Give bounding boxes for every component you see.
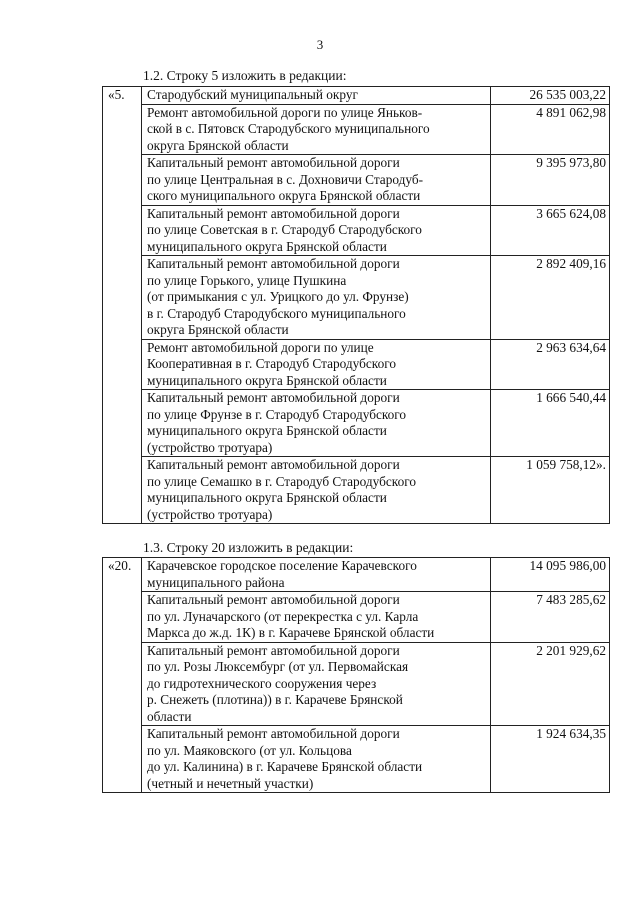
- table-row: [103, 642, 610, 726]
- table-row: [103, 390, 610, 457]
- table-row: [103, 457, 610, 524]
- item-amount: 2 892 409,16: [491, 256, 610, 340]
- item-description: Капитальный ремонт автомобильной дороги по ул. Луначарского (от перекрестка с ул. Карла Маркса до ж.д. 1К) в г. Карачеве Брянской области: [142, 592, 491, 643]
- item-description: Капитальный ремонт автомобильной дороги по улице Фрунзе в г. Стародуб Стародубского муниципального округа Брянской области (устройство тротуара): [142, 390, 491, 457]
- table-row: [103, 104, 610, 155]
- item-description: Капитальный ремонт автомобильной дороги по улице Центральная в с. Дохновичи Стародуб- ского муниципального округа Брянской области: [142, 155, 491, 206]
- item-amount: 4 891 062,98: [491, 104, 610, 155]
- item-description: Капитальный ремонт автомобильной дороги по улице Советская в г. Стародуб Стародубского муниципального округа Брянской области: [142, 205, 491, 256]
- table-row-total: [103, 87, 610, 105]
- section-heading-20: 1.3. Строку 20 изложить в редакции:: [143, 540, 354, 555]
- table-row: [103, 205, 610, 256]
- item-amount: 1 924 634,35: [491, 726, 610, 793]
- item-description: Капитальный ремонт автомобильной дороги по ул. Розы Люксембург (от ул. Первомайская до гидротехнического сооружения через р. Снежеть (плотина)) в г. Карачеве Брянской области: [142, 642, 491, 726]
- item-amount: 7 483 285,62: [491, 592, 610, 643]
- page-number: 3: [316, 37, 324, 52]
- table-row: [103, 592, 610, 643]
- table-row: [103, 726, 610, 793]
- municipality-title: Карачевское городское поселение Карачевского муниципального района: [142, 558, 491, 592]
- table-row: [103, 339, 610, 390]
- total-amount: 26 535 003,22: [491, 87, 610, 105]
- row-number: «5.: [103, 87, 142, 524]
- budget-table-20: [102, 557, 610, 793]
- item-amount: 2 963 634,64: [491, 339, 610, 390]
- item-description: Ремонт автомобильной дороги по улице Яньков- ской в с. Пятовск Стародубского муниципального округа Брянской области: [142, 104, 491, 155]
- row-number: «20.: [103, 558, 142, 793]
- item-amount: 1 666 540,44: [491, 390, 610, 457]
- item-amount: 9 395 973,80: [491, 155, 610, 206]
- table-row: [103, 256, 610, 340]
- municipality-title: Стародубский муниципальный округ: [142, 87, 491, 105]
- budget-table-5: [102, 86, 610, 524]
- item-amount: 3 665 624,08: [491, 205, 610, 256]
- item-description: Капитальный ремонт автомобильной дороги по улице Горького, улице Пушкина (от примыкания с ул. Урицкого до ул. Фрунзе) в г. Стародуб Стародубского муниципального округа Брянской области: [142, 256, 491, 340]
- item-description: Капитальный ремонт автомобильной дороги по ул. Маяковского (от ул. Кольцова до ул. Калинина) в г. Карачеве Брянской области (четный и нечетный участки): [142, 726, 491, 793]
- total-amount: 14 095 986,00: [491, 558, 610, 592]
- item-description: Ремонт автомобильной дороги по улице Кооперативная в г. Стародуб Стародубского муниципального округа Брянской области: [142, 339, 491, 390]
- table-row-total: [103, 558, 610, 592]
- table-row: [103, 155, 610, 206]
- item-description: Капитальный ремонт автомобильной дороги по улице Семашко в г. Стародуб Стародубского муниципального округа Брянской области (устройство тротуара): [142, 457, 491, 524]
- section-heading-5: 1.2. Строку 5 изложить в редакции:: [143, 68, 347, 83]
- item-amount: 1 059 758,12».: [491, 457, 610, 524]
- item-amount: 2 201 929,62: [491, 642, 610, 726]
